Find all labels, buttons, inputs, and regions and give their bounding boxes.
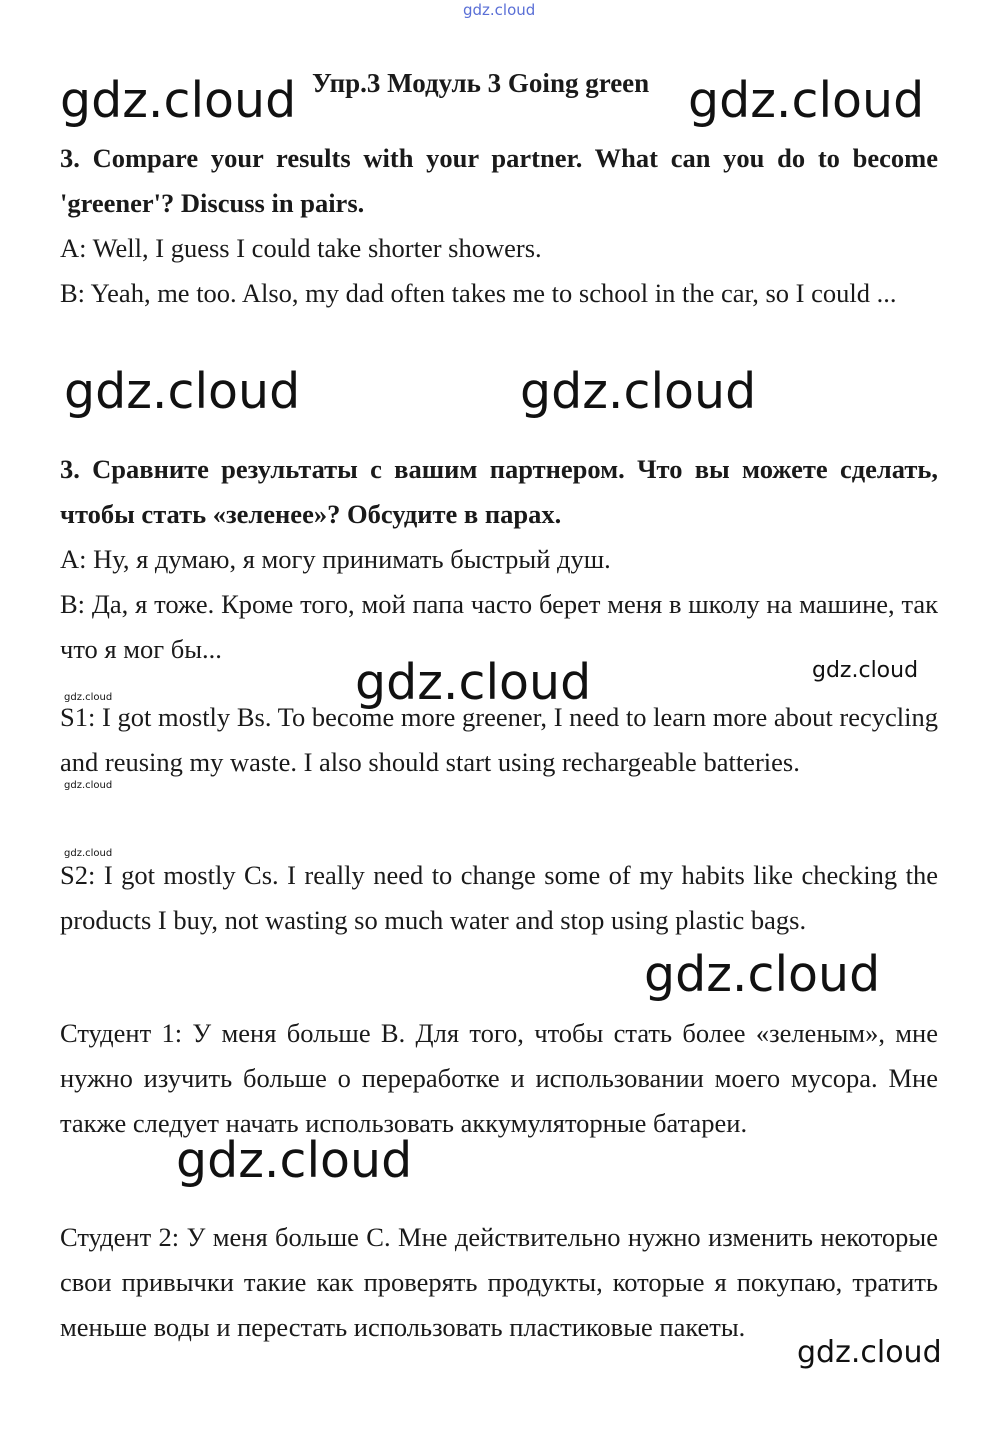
watermark: gdz.cloud	[64, 363, 301, 420]
watermark: gdz.cloud	[64, 692, 113, 703]
watermark: gdz.cloud	[64, 780, 113, 791]
watermark: gdz.cloud	[355, 654, 592, 711]
russian-line-a: А: Ну, я думаю, я могу принимать быстрый душ.	[60, 544, 611, 574]
answer-ru-s2	[60, 1215, 938, 1350]
watermark: gdz.cloud	[797, 1335, 942, 1370]
answer-en-s2	[60, 853, 938, 943]
russian-section	[60, 447, 938, 672]
russian-task: 3. Сравните результаты с вашим партнером. Что вы можете сделать, чтобы стать «зеленее»? Обсудите в парах.	[60, 454, 938, 529]
watermark: gdz.cloud	[644, 946, 881, 1003]
english-section	[60, 136, 938, 316]
watermark: gdz.cloud	[812, 658, 919, 683]
answer-en-s2-text: S2: I got mostly Cs. I really need to change some of my habits like checking the products I buy, not wasting so much water and stop using plastic bags.	[60, 860, 938, 935]
answer-en-s1-text: S1: I got mostly Bs. To become more greener, I need to learn more about recycling and reusing my waste. I also should start using rechargeable batteries.	[60, 702, 938, 777]
watermark-top: gdz.cloud	[463, 1, 536, 19]
watermark: gdz.cloud	[60, 72, 297, 129]
english-task: 3. Compare your results with your partner. What can you do to become 'greener'? Discuss in pairs.	[60, 143, 938, 218]
watermark: gdz.cloud	[64, 848, 113, 859]
russian-line-b: В: Да, я тоже. Кроме того, мой папа часто берет меня в школу на машине, так что я мог бы...	[60, 589, 938, 664]
answer-ru-s1	[60, 1011, 938, 1146]
answer-ru-s1-text: Студент 1: У меня больше B. Для того, чтобы стать более «зеленым», мне нужно изучить больше о переработке и использовании моего мусора. Мне также следует начать использовать аккумуляторные батареи.	[60, 1018, 938, 1138]
watermark: gdz.cloud	[176, 1132, 413, 1189]
answer-en-s1	[60, 692, 938, 785]
watermark: gdz.cloud	[688, 72, 925, 129]
english-line-a: A: Well, I guess I could take shorter showers.	[60, 233, 542, 263]
english-line-b: B: Yeah, me too. Also, my dad often takes me to school in the car, so I could ...	[60, 278, 897, 308]
answer-ru-s2-text: Студент 2: У меня больше C. Мне действительно нужно изменить некоторые свои привычки такие как проверять продукты, которые я покупаю, тратить меньше воды и перестать использовать пластиковые пакеты.	[60, 1222, 938, 1342]
watermark: gdz.cloud	[520, 363, 757, 420]
page-title: Упр.3 Модуль 3 Going green	[312, 68, 650, 98]
